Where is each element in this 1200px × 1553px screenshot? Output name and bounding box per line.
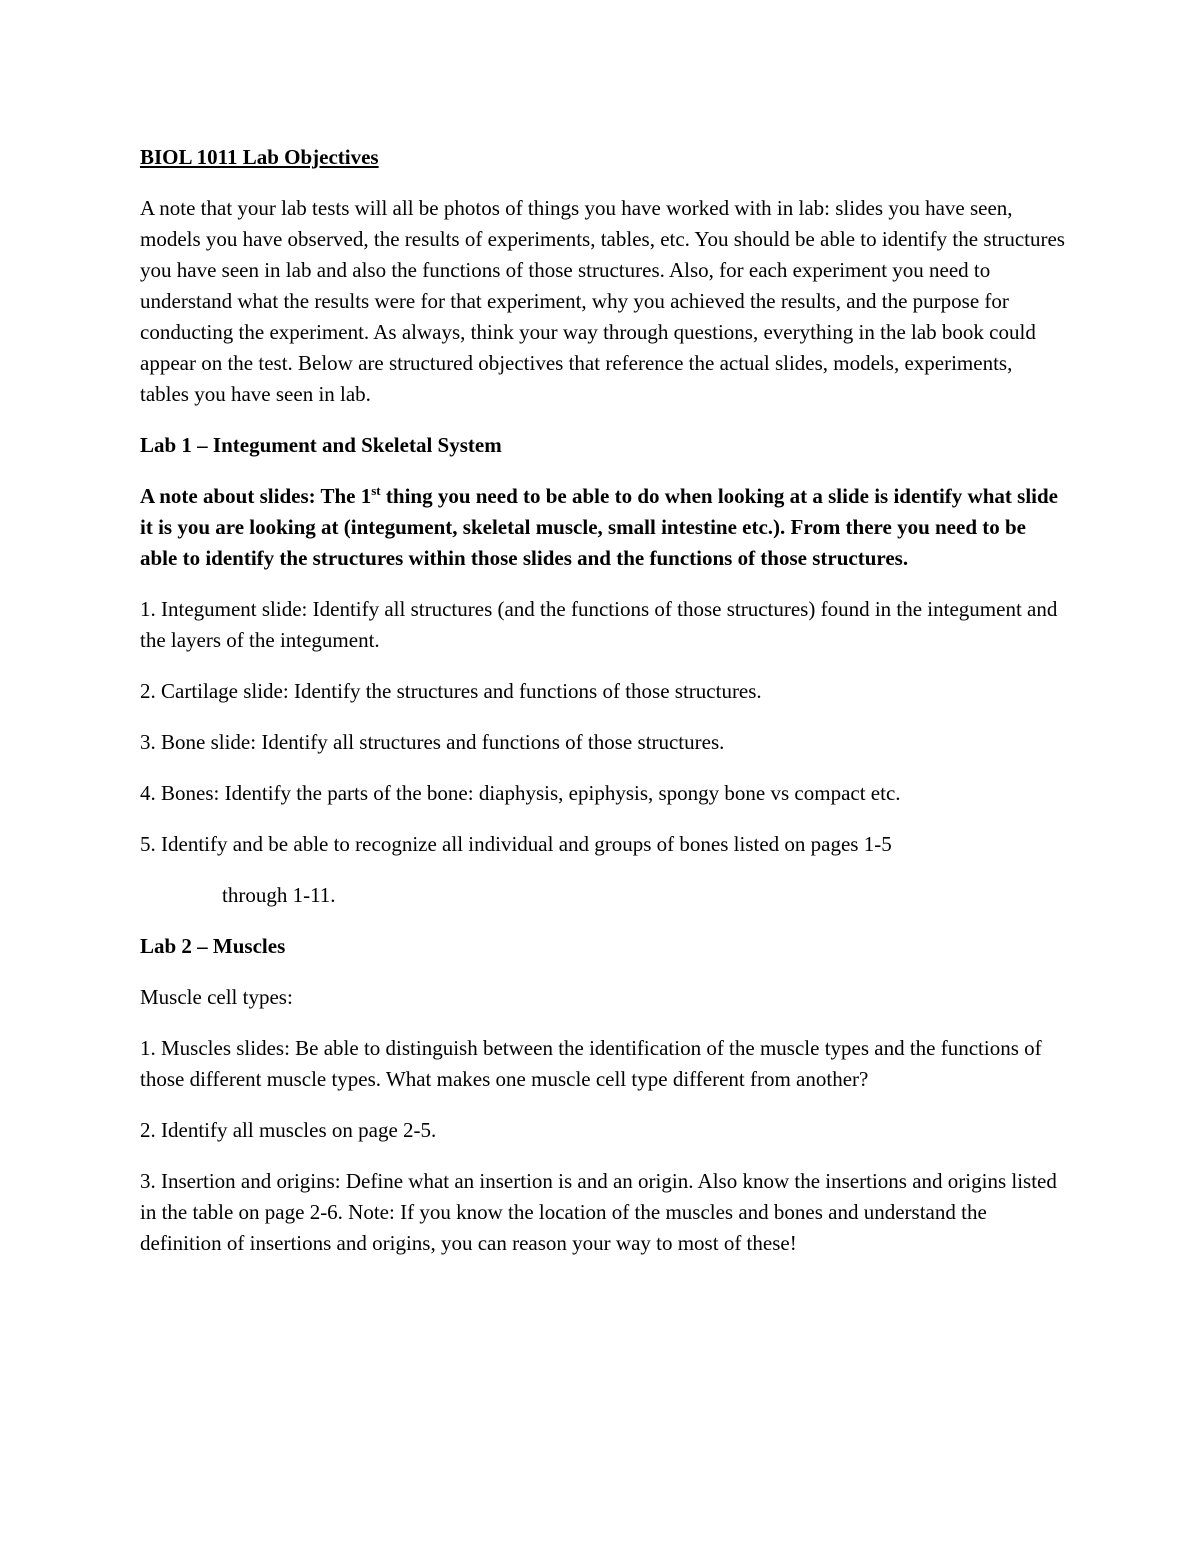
lab1-item-1: 1. Integument slide: Identify all structures (and the functions of those structures) found in the integument and the layers of the integument. <box>140 597 1058 652</box>
lab2-subheading: Muscle cell types: <box>140 985 293 1009</box>
lab1-item-5: 5. Identify and be able to recognize all individual and groups of bones listed on pages 1-5 <box>140 832 892 856</box>
lab2-item-3: 3. Insertion and origins: Define what an insertion is and an origin. Also know the insertions and origins listed in the table on page 2-6. Note: If you know the location of the muscles and bones and understand the definition of insertions and origins, you can reason your way to most of these! <box>140 1169 1057 1255</box>
lab1-heading: Lab 1 – Integument and Skeletal System <box>140 433 502 457</box>
document-page <box>140 142 1065 1279</box>
slides-note-suffix: thing you need to be able to do when looking at a slide is identify what slide it is you are looking at (integument, skeletal muscle, small intestine etc.). From there you need to be able to identify the structures within those slides and the functions of those structures. <box>140 484 1058 570</box>
document-title: BIOL 1011 Lab Objectives <box>140 145 379 169</box>
slides-note-superscript: st <box>371 483 381 498</box>
lab2-item-1: 1. Muscles slides: Be able to distinguish between the identification of the muscle types and the functions of those different muscle types. What makes one muscle cell type different from another? <box>140 1036 1042 1091</box>
lab1-item-2: 2. Cartilage slide: Identify the structures and functions of those structures. <box>140 679 762 703</box>
intro-paragraph: A note that your lab tests will all be photos of things you have worked with in lab: slides you have seen, models you have observed, the results of experiments, tables, etc. You should be able to identify the structures you have seen in lab and also the functions of those structures. Also, for each experiment you need to understand what the results were for that experiment, why you achieved the results, and the purpose for conducting the experiment. As always, think your way through questions, everything in the lab book could appear on the test. Below are structured objectives that reference the actual slides, models, experiments, tables you have seen in lab. <box>140 196 1065 406</box>
slides-note-prefix: A note about slides: The 1 <box>140 484 372 508</box>
lab1-item-5-continuation: through 1-11. <box>222 883 336 907</box>
slides-note <box>140 481 1065 574</box>
lab1-item-4: 4. Bones: Identify the parts of the bone: diaphysis, epiphysis, spongy bone vs compact etc. <box>140 781 901 805</box>
lab1-item-3: 3. Bone slide: Identify all structures and functions of those structures. <box>140 730 725 754</box>
lab2-item-2: 2. Identify all muscles on page 2-5. <box>140 1118 437 1142</box>
lab2-heading: Lab 2 – Muscles <box>140 934 286 958</box>
